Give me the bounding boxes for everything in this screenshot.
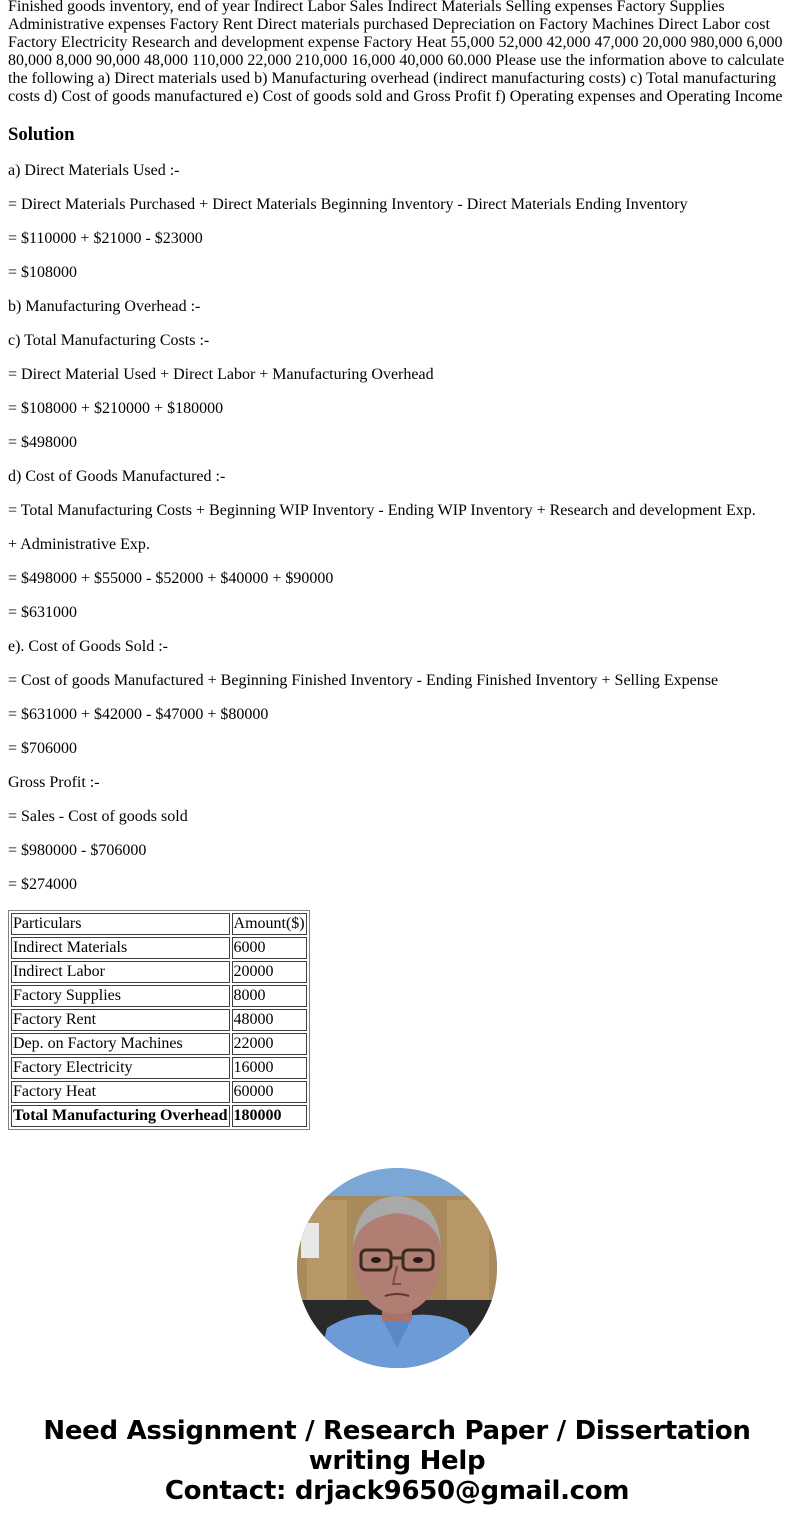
solution-line: = $108000 + $210000 + $180000 [8,400,224,417]
table-cell: Factory Electricity [11,1057,230,1079]
table-cell: Factory Rent [11,1009,230,1031]
table-row [11,1057,307,1079]
solution-line: = Sales - Cost of goods sold [8,808,188,825]
table-total-label: Total Manufacturing Overhead [11,1105,230,1127]
solution-line: = Cost of goods Manufactured + Beginning Finished Inventory - Ending Finished Inventory + Selling Expense [8,672,719,689]
solution-line: = $631000 [8,604,78,621]
author-photo-icon [297,1168,497,1368]
table-header-cell: Particulars [11,913,230,935]
solution-line: + Administrative Exp. [8,536,150,553]
table-cell: 8000 [232,985,307,1007]
solution-body [8,162,786,894]
table-row [11,985,307,1007]
question-text: Finished goods inventory, end of year Indirect Labor Sales Indirect Materials Selling expenses Factory Supplies Administrative expenses Factory Rent Direct materials purchased Depreciation on Factory Machines Direct Labor cost Factory Electricity Research and development expense Factory Heat 55,000 52,000 42,000 47,000 20,000 980,000 6,000 80,000 8,000 90,000 48,000 110,000 22,000 210,000 16,000 40,000 60.000 Please use the information above to calculate the following a) Direct materials used b) Manufacturing overhead (indirect manufacturing costs) c) Total manufacturing costs d) Cost of goods manufactured e) Cost of goods sold and Gross Profit f) Operating expenses and Operating Income [8,0,785,105]
manufacturing-overhead-table [8,910,310,1130]
promo-contact: Contact: drjack9650@gmail.com [164,1476,630,1506]
solution-line: = $631000 + $42000 - $47000 + $80000 [8,706,269,723]
solution-line: = $110000 + $21000 - $23000 [8,230,203,247]
promo-line: writing Help [308,1446,486,1476]
table-row [11,1033,307,1055]
solution-line: b) Manufacturing Overhead :- [8,298,201,315]
solution-heading: Solution [8,124,75,145]
table-cell: Indirect Materials [11,937,230,959]
table-row [11,961,307,983]
table-row [11,937,307,959]
solution-line: = $498000 [8,434,78,451]
author-avatar [297,1168,497,1368]
table-cell: 20000 [232,961,307,983]
table-row [11,1081,307,1103]
table-cell: Dep. on Factory Machines [11,1033,230,1055]
promo-banner [8,1416,786,1506]
table-total-row [11,1105,307,1127]
table-total-value: 180000 [232,1105,307,1127]
table-cell: 6000 [232,937,307,959]
table-header-cell: Amount($) [232,913,307,935]
solution-line: = Total Manufacturing Costs + Beginning WIP Inventory - Ending WIP Inventory + Research and development Exp. [8,502,756,519]
table-cell: 48000 [232,1009,307,1031]
solution-line: a) Direct Materials Used :- [8,162,180,179]
solution-line: = $706000 [8,740,78,757]
solution-line: e). Cost of Goods Sold :- [8,638,168,655]
table-header-row [11,913,307,935]
solution-line: = $980000 - $706000 [8,842,147,859]
table-cell: Factory Heat [11,1081,230,1103]
solution-line: c) Total Manufacturing Costs :- [8,332,210,349]
solution-line: = Direct Material Used + Direct Labor + Manufacturing Overhead [8,366,434,383]
solution-line: = Direct Materials Purchased + Direct Materials Beginning Inventory - Direct Materials Ending Inventory [8,196,688,213]
promo-line: Need Assignment / Research Paper / Dissertation [43,1416,751,1446]
table-cell: Factory Supplies [11,985,230,1007]
table-cell: Indirect Labor [11,961,230,983]
solution-line: = $498000 + $55000 - $52000 + $40000 + $90000 [8,570,334,587]
solution-line: d) Cost of Goods Manufactured :- [8,468,226,485]
table-cell: 22000 [232,1033,307,1055]
table-cell: 16000 [232,1057,307,1079]
solution-line: = $274000 [8,876,78,893]
table-row [11,1009,307,1031]
author-avatar-container [8,1168,786,1368]
table-cell: 60000 [232,1081,307,1103]
solution-line: = $108000 [8,264,78,281]
solution-line: Gross Profit :- [8,774,100,791]
